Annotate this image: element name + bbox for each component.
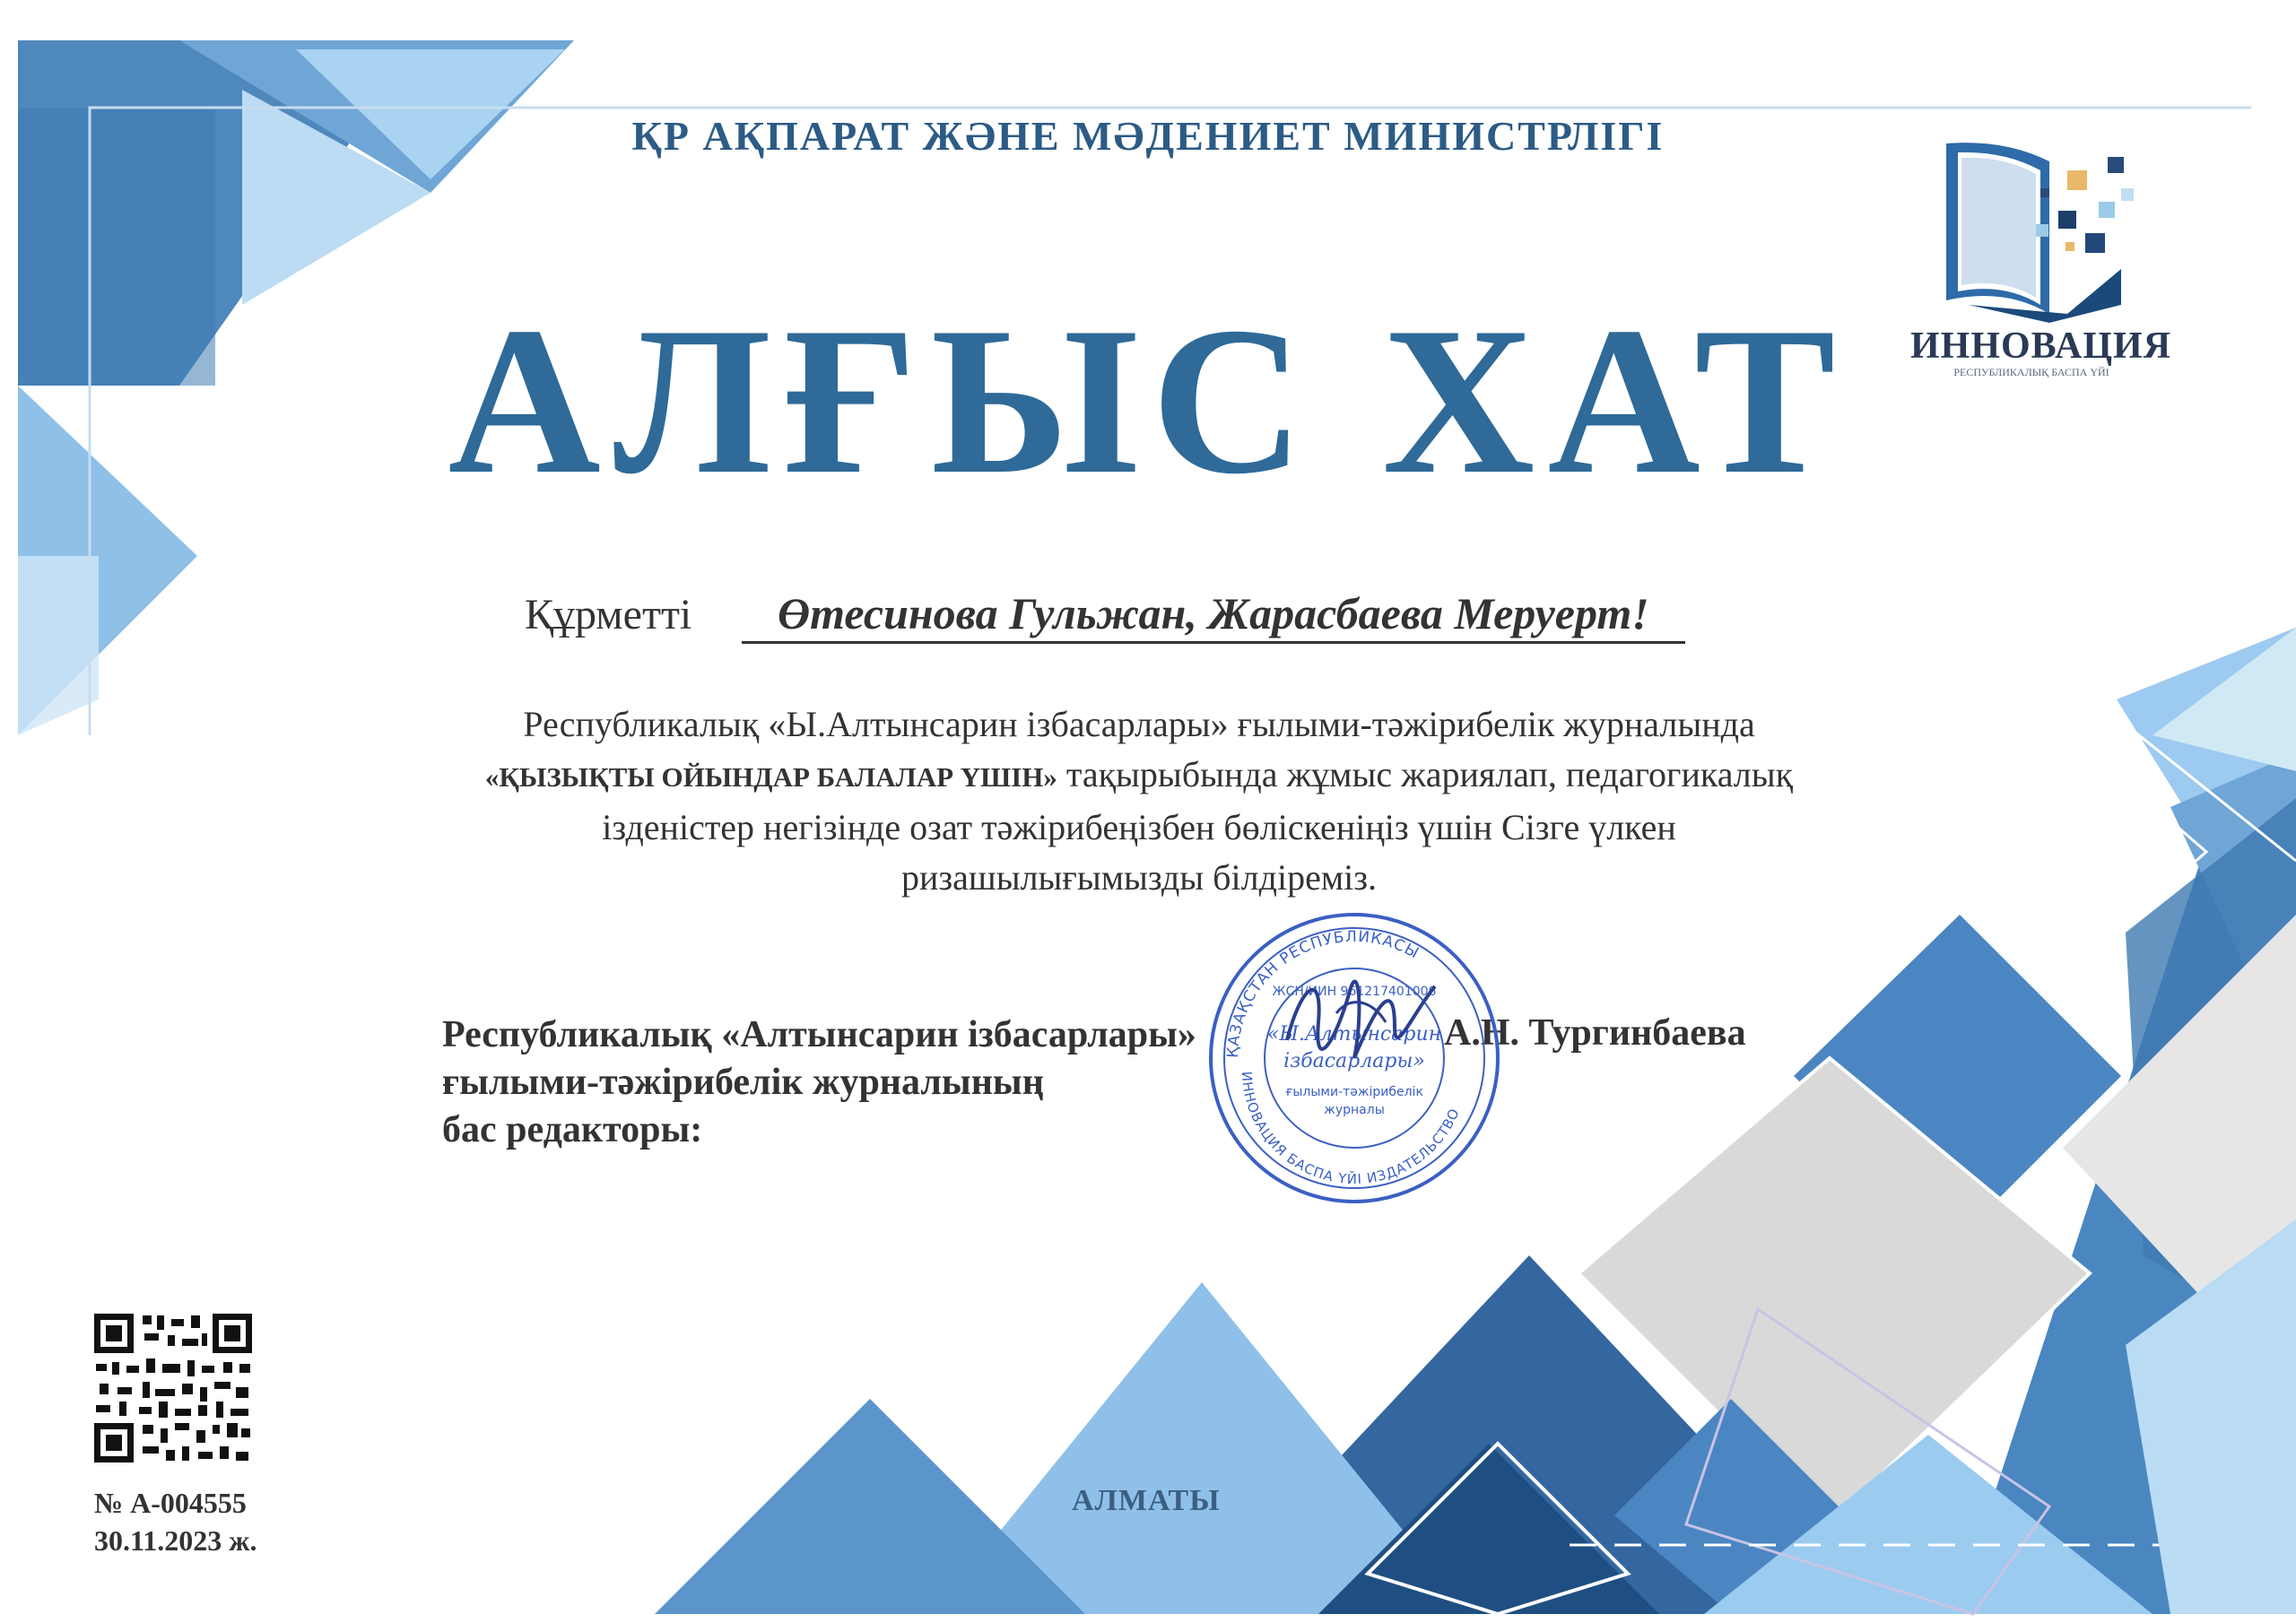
logo-name: ИННОВАЦИЯ: [1910, 325, 2172, 367]
stamp-center-text: «Ы.Алтынсарин: [1266, 1023, 1442, 1046]
stamp-bottom-text: ИННОВАЦИЯ БАСПА ҮЙІ ИЗДАТЕЛЬСТВО: [1238, 1071, 1464, 1188]
stamp-id: ЖСН/ИИН 961217401006: [1272, 985, 1437, 999]
recipient-name: Өтесинова Гульжан, Жарасбаева Меруерт!: [742, 587, 1685, 644]
stamp-center-text: журналы: [1324, 1103, 1385, 1117]
body-line: [377, 750, 1901, 803]
signature-line: Республикалық «Алтынсарин ізбасарлары»: [442, 1014, 1196, 1055]
book-logo-icon: [1942, 135, 2139, 323]
signature-block: [442, 1011, 1196, 1154]
stamp-center-text: ғылыми-тәжірибелік: [1285, 1085, 1423, 1099]
signature-line: бас редакторы:: [442, 1109, 703, 1150]
editor-name: А.Н. Тургинбаева: [1444, 1012, 1746, 1054]
body-line: ізденістер негізінде озат тәжірибеңізбен бөліскеніңіз үшін Сізге үлкен: [602, 807, 1676, 847]
body-text: [377, 699, 1901, 903]
body-line: Республикалық «Ы.Алтынсарин ізбасарлары» ғылыми-тәжірибелік журналында: [523, 704, 1755, 744]
page-title: АЛҒЫС ХАТ: [448, 284, 1848, 518]
deco-shape: [18, 556, 99, 735]
certificate-number: № А-004555: [94, 1487, 247, 1519]
greeting-row: [525, 587, 1780, 644]
body-line: ризашылығымызды білдіреміз.: [900, 857, 1378, 898]
certificate-date: 30.11.2023 ж.: [94, 1524, 257, 1557]
official-stamp: [1202, 906, 1507, 1211]
stamp-top-text: ҚАЗАҚСТАН РЕСПУБЛИКАСЫ: [1223, 927, 1422, 1059]
greeting-label: Құрметті: [525, 591, 692, 638]
qr-code: [92, 1312, 254, 1464]
stamp-center-text: ізбасарлары»: [1283, 1050, 1425, 1072]
body-line-rest: тақырыбында жұмыс жариялап, педагогикалық: [1057, 754, 1794, 794]
signature-line: ғылыми-тәжірибелік журналының: [442, 1062, 1044, 1103]
logo-subtitle: РЕСПУБЛИКАЛЫҚ БАСПА ҮЙІ: [1953, 366, 2109, 378]
city-label: АЛМАТЫ: [1072, 1484, 1221, 1517]
topic-title: «ҚЫЗЫҚТЫ ОЙЫНДАР БАЛАЛАР ҮШІН»: [484, 761, 1057, 793]
ministry-heading: ҚР АҚПАРАТ ЖӘНЕ МӘДЕНИЕТ МИНИСТРЛІГІ: [631, 113, 1665, 159]
certificate-info: [94, 1484, 257, 1559]
